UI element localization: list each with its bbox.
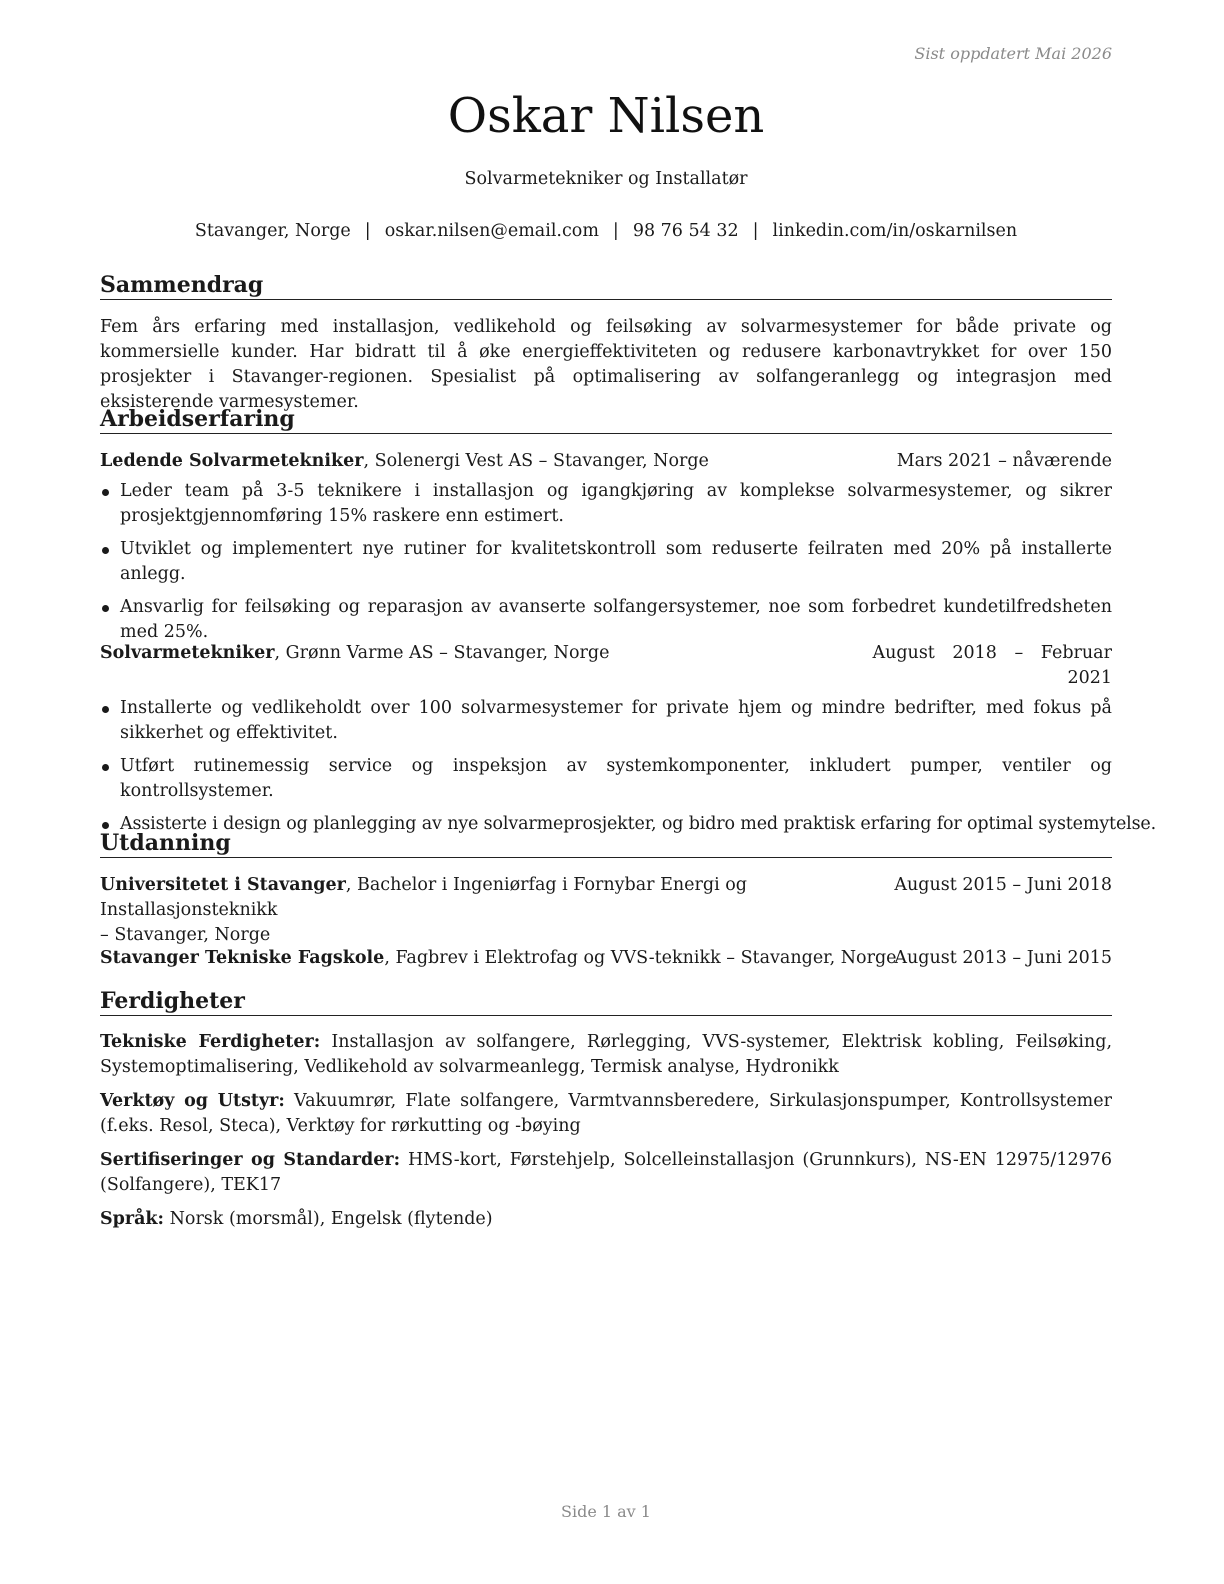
job-entry-header — [100, 449, 1112, 474]
contact-location: Stavanger, Norge — [194, 221, 351, 241]
section-heading-summary: Sammendrag — [100, 271, 1112, 300]
bullet-icon — [102, 605, 109, 612]
section-heading-skills: Ferdigheter — [100, 987, 1112, 1016]
job-company: , Solenergi Vest AS – Stavanger, Norge — [363, 451, 709, 471]
school-name: Stavanger Tekniske Fagskole — [100, 948, 385, 968]
page-number: Side 1 av 1 — [561, 1502, 651, 1521]
contact-linkedin[interactable]: linkedin.com/in/oskarnilsen — [772, 221, 1018, 241]
bullet-icon — [102, 547, 109, 554]
education-school-degree — [100, 946, 897, 971]
degree: , Fagbrev i Elektrofag og VVS-teknikk – Stavanger, Norge — [384, 948, 897, 968]
bullet-text: Ansvarlig for feilsøking og reparasjon av avanserte solfangersystemer, noe som forbedret kundetilfredsheten med 25%. — [120, 597, 1112, 642]
education-dates: August 2015 – Juni 2018 — [894, 875, 1112, 895]
bullet-text: Assisterte i design og planlegging av nye solvarmeprosjekter, og bidro med praktisk erfaring for optimal systemytelse. — [120, 814, 1157, 834]
skill-label: Verktøy og Utstyr: — [100, 1091, 285, 1111]
job-bullets — [100, 479, 1112, 653]
bullet-icon — [102, 822, 109, 829]
contact-separator: | — [612, 221, 619, 241]
bullet-icon — [102, 706, 109, 713]
section-heading-education: Utdanning — [100, 829, 1112, 858]
skill-text: Norsk (morsmål), Engelsk (flytende) — [164, 1209, 493, 1229]
list-item — [100, 537, 1112, 587]
degree: , Bachelor i Ingeniørfag i Fornybar Energi og Installasjonsteknikk — [100, 875, 747, 920]
skill-label: Sertifiseringer og Standarder: — [100, 1150, 401, 1170]
bullet-icon — [102, 489, 109, 496]
skill-text: Installasjon av solfangere, Rørlegging, VVS-systemer, Elektrisk kobling, Feilsøking, Systemoptimalisering, Vedlikehold av solvarmeanlegg, Termisk analyse, Hydronikk — [100, 1032, 1113, 1077]
bullet-text: Utviklet og implementert nye rutiner for kvalitetskontroll som reduserte feilraten med 20% på installerte anlegg. — [120, 539, 1112, 584]
education-entry — [100, 873, 1112, 945]
person-name: Oskar Nilsen — [447, 88, 765, 144]
list-item — [100, 754, 1112, 804]
bullet-text: Leder team på 3-5 teknikere i installasjon og igangkjøring av komplekse solvarmesystemer, og sikrer prosjektgjennomføring 15% raskere enn estimert. — [120, 481, 1112, 526]
skill-text: Vakuumrør, Flate solfangere, Varmtvannsberedere, Sirkulasjonspumper, Kontrollsystemer (f.eks. Resol, Steca), Verktøy for rørkutting og -bøying — [100, 1091, 1112, 1136]
list-item — [100, 696, 1112, 746]
contact-separator: | — [364, 221, 371, 241]
job-dates: Mars 2021 – nåværende — [896, 451, 1112, 471]
job-dates-line: 2021 — [1067, 668, 1112, 688]
job-role: Ledende Solvarmetekniker — [100, 451, 364, 471]
job-dates-line: August 2018 – Februar — [872, 643, 1112, 663]
skill-group-languages — [100, 1207, 1112, 1232]
education-school-degree — [100, 873, 890, 948]
resume-page — [100, 0, 1157, 1584]
skill-group-certifications — [100, 1148, 1112, 1198]
list-item — [100, 479, 1112, 529]
contact-email[interactable]: oskar.nilsen@email.com — [384, 221, 599, 241]
skill-label: Språk: — [100, 1209, 165, 1229]
job-bullets — [100, 696, 1157, 845]
contact-phone: 98 76 54 32 — [632, 221, 739, 241]
bullet-icon — [102, 764, 109, 771]
skill-text: HMS-kort, Førstehjelp, Solcelleinstallasjon (Grunnkurs), NS-EN 12975/12976 (Solfangere), TEK17 — [100, 1150, 1112, 1195]
last-updated: Sist oppdatert Mai 2026 — [914, 44, 1112, 63]
section-heading-experience: Arbeidserfaring — [100, 405, 1112, 434]
skill-group-technical — [100, 1030, 1112, 1080]
skill-group-tools — [100, 1089, 1112, 1139]
job-dates — [872, 641, 1112, 691]
education-entry — [100, 946, 1112, 971]
degree-location: – Stavanger, Norge — [100, 925, 271, 945]
education-dates: August 2013 – Juni 2015 — [894, 948, 1112, 968]
job-company: , Grønn Varme AS – Stavanger, Norge — [274, 643, 610, 663]
bullet-text: Installerte og vedlikeholdt over 100 solvarmesystemer for private hjem og mindre bedrifter, med fokus på sikkerhet og effektivitet. — [120, 698, 1112, 743]
bullet-text: Utført rutinemessig service og inspeksjon av systemkomponenter, inkludert pumper, ventiler og kontrollsystemer. — [120, 756, 1112, 801]
job-role: Solvarmetekniker — [100, 643, 275, 663]
job-entry-header — [100, 641, 1112, 691]
summary-text: Fem års erfaring med installasjon, vedlikehold og feilsøking av solvarmesystemer for både private og kommersielle kunder. Har bidratt til å øke energieffektiviteten og redusere karbonavtrykket for over 150 prosjekter i Stavanger-regionen. Spesialist på optimalisering av solfangeranlegg og integrasjon med eksisterende varmesystemer. — [100, 317, 1112, 412]
job-title-company — [100, 641, 609, 666]
contact-separator: | — [752, 221, 759, 241]
job-title-company — [100, 449, 709, 474]
contact-line — [100, 219, 1112, 243]
school-name: Universitetet i Stavanger — [100, 875, 346, 895]
skill-label: Tekniske Ferdigheter: — [100, 1032, 321, 1052]
job-title: Solvarmetekniker og Installatør — [464, 169, 748, 189]
list-item — [100, 595, 1112, 645]
